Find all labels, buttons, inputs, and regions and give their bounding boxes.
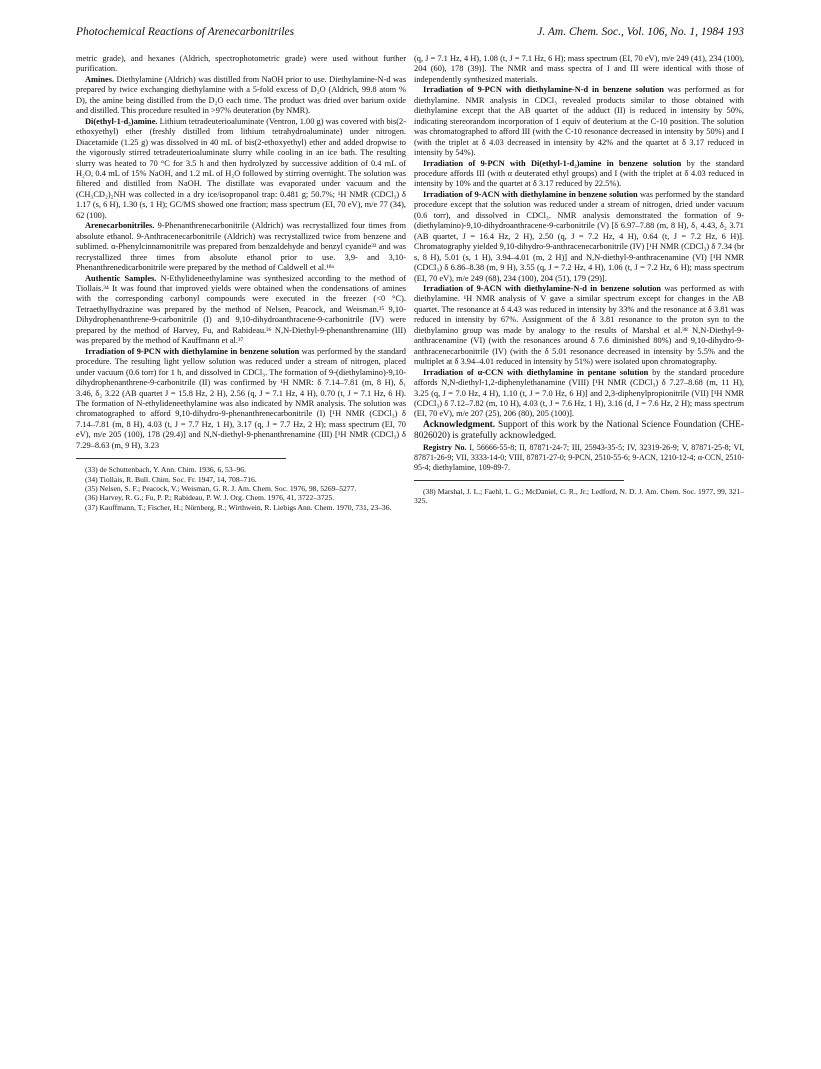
paragraph-irradiation-accn: Irradiation of α-CCN with diethylamine in pentane solution by the standard procedure affords N,N-diethyl-1,2-diphenylethanamine (VIII) [¹H NMR (CDCl₃) δ 7.27–8.68 (m, 11 H), 3.25 (q, J = 7.0 Hz, 4 H), 1.10 (t, J = 7.0 Hz, 6 H)] and 2,3-diphenylpropionitrile (VII) [¹H NMR (CDCl₃) δ 7.12–7.82 (m, 10 H), 4.03 (t, J = 7.6 Hz, 1 H), 3.16 (d, J = 7.6 Hz, 2 H); mass spectrum (EI, 70 eV), m/e 207 (25), 206 (80), 205 (100)]. xyxy=(414,367,744,419)
paragraph-diethylamine-d: Di(ethyl-1-d₂)amine. Lithium tetradeuterioaluminate (Ventron, 1.00 g) was covered with bis(2-ethoxyethyl) ether (freshly distilled from lithium tetrahydroaluminate) under nitrogen. Diacetamide (1.25 g) was dissolved in 40 mL of bis(2-ethoxyethyl) ether and added dropwise to the vigorously stirred tetradeuterioaluminate slurry while cooling in an ice bath. The resulting slurry was heated to 70 °C for 3.5 h and then hydrolyzed by successive addition of 0.4 mL of H₂O, 0.4 mL of 15% NaOH, and 1.2 mL of H₂O followed by stirring overnight. The solution was filtered and distilled from NaOH. The distillate was evaporated under vacuum and the (CH₃CD₂)₂NH was collected in a dry ice/isopropanol trap: 0.481 g; 50.7%; ¹H NMR (CDCl₃) δ 1.17 (s, 6 H), 1.30 (s, 1 H); GC/MS showed one fraction; mass spectrum (EI, 70 eV), m/e 77 (34), 62 (100). xyxy=(76,116,406,220)
paragraph: metric grade), and hexanes (Aldrich, spectrophotometric grade) were used without further purification. xyxy=(76,54,406,74)
paragraph-irradiation-9acn: Irradiation of 9-ACN with diethylamine in benzene solution was performed by the standard procedure except that the solution was reduced under a stream of nitrogen, dried under vacuum (0.6 torr), and dissolved in CDCl₃. NMR analysis demonstrated the formation of 9-(diethylamino)-9,10-dihydroanthracene-9-carbonitrile (V) [δ 6.97–7.88 (m, 8 H), δ₁ 4.43, δ₂ 3.71 (AB quartet, J = 16.4 Hz, 2 H), 2.50 (q, J = 7.2 Hz, 4 H), 0.64 (t, J = 7.2 Hz, 6 H)]. Chromatography yielded 9,10-dihydro-9-anthracenecarbonitrile (IV) [¹H NMR (CDCl₃) δ 7.34 (br s, 8 H), 5.01 (s, 1 H), 3.94–4.01 (m, 2 H)] and N,N-diethyl-9-anthracenamine (VI) [¹H NMR (CDCl₃) δ 6.86–8.38 (m, 9 H), 3.55 (q, J = 7.2 Hz, 4 H), 1.06 (t, J = 7.2 Hz, 6 H); mass spectrum (EI, 70 eV), m/e 249 (68), 234 (100), 204 (51), 179 (29)]. xyxy=(414,189,744,283)
section-heading: Amines. xyxy=(85,74,115,84)
section-heading: Irradiation of 9-PCN with Di(ethyl-1-d₂)amine in benzene solution xyxy=(423,158,682,168)
footnote-rule xyxy=(414,480,624,481)
footnote: (38) Marshal, J. L.; Faehl, L. G.; McDaniel, C. R., Jr.; Ledford, N. D. J. Am. Chem. Soc. 1977, 99, 321–325. xyxy=(414,487,744,506)
footnote-rule xyxy=(76,458,286,459)
paragraph-authentic-samples: Authentic Samples. N-Ethylideneethylamine was synthesized according to the method of Tiollais.³⁴ It was found that improved yields were obtained when the condensations of amines with the corresponding carbonyl compounds were executed in the freezer (<0 °C). Tetraethylhydrazine was prepared by the method of Nelsen, Peacock, and Weisman.³⁵ 9,10-Dihydrophenanthrene-9-carbonitrile (I) and 9,10-dihydroanthracene-9-carbonitrile (IV) were prepared by the method of Harvey, Fu, and Rabideau.³⁶ N,N-Diethyl-9-phenanthrenamine (III) was prepared by the method of Kauffmann et al.³⁷ xyxy=(76,273,406,346)
footnote: (33) de Schuttenbach, Y. Ann. Chim. 1936, 6, 53–96. xyxy=(85,465,246,475)
acknowledgment-heading: Acknowledgment. xyxy=(423,419,496,430)
paragraph-irradiation-9pcn-nd: Irradiation of 9-PCN with diethylamine-N-d in benzene solution was performed as for diethylamine. NMR analysis in CDCl₃ revealed products similar to those obtained with diethylamine except that the AB quartet of the adduct (II) is reduced in intensity by 50%, indicating stereorandom incorporation of 1 equiv of deuterium at the C-10 position. The solution was chromatographed to afford III (with the C-10 resonance decreased in intensity by 50%) and I (with the triplet at δ 4.03 decreased in intensity by 42% and the quartet at δ 3.17 reduced in intensity by 54%). xyxy=(414,85,744,158)
registry-numbers: Registry No. I, 56666-55-8; II, 87871-24-7; III, 25943-35-5; IV, 32319-26-9; V, 87871-25-8; VI, 87871-26-9; VII, 3333-14-0; VIII, 87871-27-0; 9-PCN, 2510-55-6; 9-ACN, 1210-12-4; α-CCN, 2510-95-4; diethylamine, 109-89-7. xyxy=(414,443,745,473)
footnote: (37) Kauffmann, T.; Fischer, H.; Nürnberg, R.; Wirthwein, R. Liebigs Ann. Chem. 1970, 731, 23–36. xyxy=(85,502,392,512)
footnotes xyxy=(76,465,406,512)
section-heading: Di(ethyl-1-d₂)amine. xyxy=(85,116,158,126)
left-column xyxy=(76,54,406,512)
paragraph-arenecarbonitriles: Arenecarbonitriles. 9-Phenanthrenecarbonitrile (Aldrich) was recrystallized four times from absolute ethanol. 9-Anthracenecarbonitrile (Aldrich) was recrystallized twice from benzene and sublimed. α-Phenylcinnamonitrile was prepared from benzaldehyde and benzyl cyanide³³ and was recrystallized three times from absolute ethanol prior to use. 3,9- and 3,10-Phenanthrenedicarbonitrile were prepared by the method of Caldwell et al.¹⁸ᵃ xyxy=(76,221,406,273)
section-heading: Irradiation of 9-ACN with diethylamine-N-d in benzene solution xyxy=(423,283,662,293)
journal-citation: J. Am. Chem. Soc., Vol. 106, No. 1, 1984 193 xyxy=(537,26,744,38)
footnotes xyxy=(414,487,744,506)
paragraph-irradiation-9acn-nd: Irradiation of 9-ACN with diethylamine-N-d in benzene solution was performed as with diethylamine. ¹H NMR analysis of V gave a similar spectrum except for changes in the AB quartet. The resonance at δ 4.43 was reduced in intensity by 33% and the resonance at δ 3.81 was reduced in intensity by 67%. Assignment of the δ 3.81 resonance to the proton syn to the diethylamino group was made by analogy to the results of Marshal et al.³⁸ N,N-Diethyl-9-anthracenamine (VI) (with the resonances around δ 7.6 diminished 80%) and 9,10-dihydro-9-anthracenecarbonitrile (IV) (with the δ 5.01 resonance decreased in intensity by 5.5% and the multiplet at δ 3.94–4.01 reduced in intensity by 51%) were isolated upon chromatography. xyxy=(414,283,744,367)
section-heading: Irradiation of α-CCN with diethylamine in pentane solution xyxy=(423,367,649,377)
registry-heading: Registry No. xyxy=(423,443,467,453)
acknowledgment: Acknowledgment. Support of this work by the National Science Foundation (CHE-8026020) is gratefully acknowledged. xyxy=(414,419,744,442)
running-title: Photochemical Reactions of Arenecarbonitriles xyxy=(76,26,295,38)
section-heading: Authentic Samples. xyxy=(85,273,157,283)
paragraph-amines: Amines. Diethylamine (Aldrich) was distilled from NaOH prior to use. Diethylamine-N-d was prepared by twice exchanging diethylamine with a 5-fold excess of D₂O (Aldrich, 99.8 atom % D), the amine being distilled from the D₂O each time. The product was dried over barium oxide and distilled. This procedure resulted in >97% deuteration (by NMR). xyxy=(76,74,406,116)
paragraph-irradiation-9pcn: Irradiation of 9-PCN with diethylamine in benzene solution was performed by the standard procedure. The resulting light yellow solution was reduced under a stream of nitrogen, placed under vacuum (0.6 torr) for 1 h, and dissolved in CDCl₃. The formation of 9-(diethylamino)-9,10-dihydrophenanthrene-9-carbonitrile (II) was confirmed by ¹H NMR: δ 7.14–7.81 (m, 8 H), δ₁ 3.46, δ₂ 3.22 (AB quartet J = 15.8 Hz, 2 H), 2.56 (q, J = 7.1 Hz, 4 H), 0.70 (t, J = 7.1 Hz, 6 H). The formation of N-ethylideneethylamine was also indicated by NMR analysis. The solution was chromatographed to afford 9,10-dihydro-9-phenanthrenecarbonitrile (I) [¹H NMR (CDCl₃) δ 7.14–7.81 (m, 8 H), 4.03 (t, J = 7.7 Hz, 1 H), 3.17 (q, J = 7.7 Hz, 2 H); mass spectrum (EI, 70 eV), m/e 205 (100), 178 (29.4)] and N,N-diethyl-9-phenanthrenamine (III) [¹H NMR (CDCl₃) δ 7.29–8.63 (m, 9 H), 3.23 xyxy=(76,346,406,450)
section-heading: Irradiation of 9-PCN with diethylamine in benzene solution xyxy=(85,346,300,356)
section-heading: Arenecarbonitriles. xyxy=(85,221,155,231)
footnote: (36) Harvey, R. G.; Fu, P. P.; Rabideau, P. W. J. Org. Chem. 1976, 41, 3722–3725. xyxy=(85,493,335,503)
section-heading: Irradiation of 9-PCN with diethylamine-N-d in benzene solution xyxy=(423,85,664,95)
footnote: (34) Tiollais, R. Bull. Chim. Soc. Fr. 1947, 14, 708–716. xyxy=(85,474,257,484)
paragraph: (q, J = 7.1 Hz, 4 H), 1.08 (t, J = 7.1 Hz, 6 H); mass spectrum (EI, 70 eV), m/e 249 (41), 234 (100), 204 (60), 178 (39)]. The NMR and mass spectra of I and III were identical with those of independently synthesized materials. xyxy=(414,54,744,84)
right-column xyxy=(414,54,744,506)
footnote: (35) Nelsen, S. F.; Peacock, V.; Weisman, G. R. J. Am. Chem. Soc. 1976, 98, 5269–5277. xyxy=(85,484,357,494)
paragraph-irradiation-9pcn-d2: Irradiation of 9-PCN with Di(ethyl-1-d₂)amine in benzene solution by the standard procedure affords III (with α deuterated ethyl groups) and I (with the triplet at δ 4.03 reduced in intensity by 10% and the quartet at δ 3.17 reduced by 22.5%). xyxy=(414,158,744,189)
section-heading: Irradiation of 9-ACN with diethylamine in benzene solution xyxy=(423,189,638,199)
